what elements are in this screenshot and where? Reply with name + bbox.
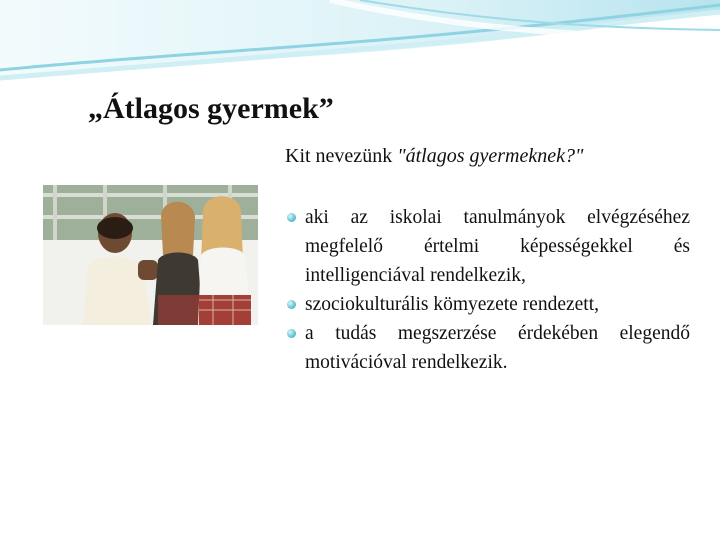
children-photo bbox=[43, 185, 258, 325]
bullet-item bbox=[287, 290, 690, 319]
bullet-dot-icon bbox=[287, 300, 296, 309]
bullet-text: a tudás megszerzése érdekében elegendő motivációval rendelkezik. bbox=[305, 323, 690, 373]
slide-title: „Átlagos gyermek” bbox=[88, 92, 334, 125]
subtitle-italic: "átlagos gyermeknek?" bbox=[397, 145, 584, 167]
subtitle-prefix: Kit nevezünk bbox=[285, 145, 398, 167]
bullet-item bbox=[287, 203, 690, 290]
bullet-dot-icon bbox=[287, 329, 296, 338]
bullet-text: szociokulturális kömyezete rendezett, bbox=[305, 294, 600, 315]
slide-subtitle bbox=[285, 145, 583, 168]
bullet-text: aki az iskolai tanulmányok elvégzéséhez megfelelő értelmi képességekkel és intelligenciával rendelkezik, bbox=[305, 207, 690, 286]
bullet-list bbox=[287, 203, 690, 377]
bullet-item bbox=[287, 319, 690, 377]
header-wave-decoration bbox=[0, 0, 720, 90]
bullet-dot-icon bbox=[287, 213, 296, 222]
